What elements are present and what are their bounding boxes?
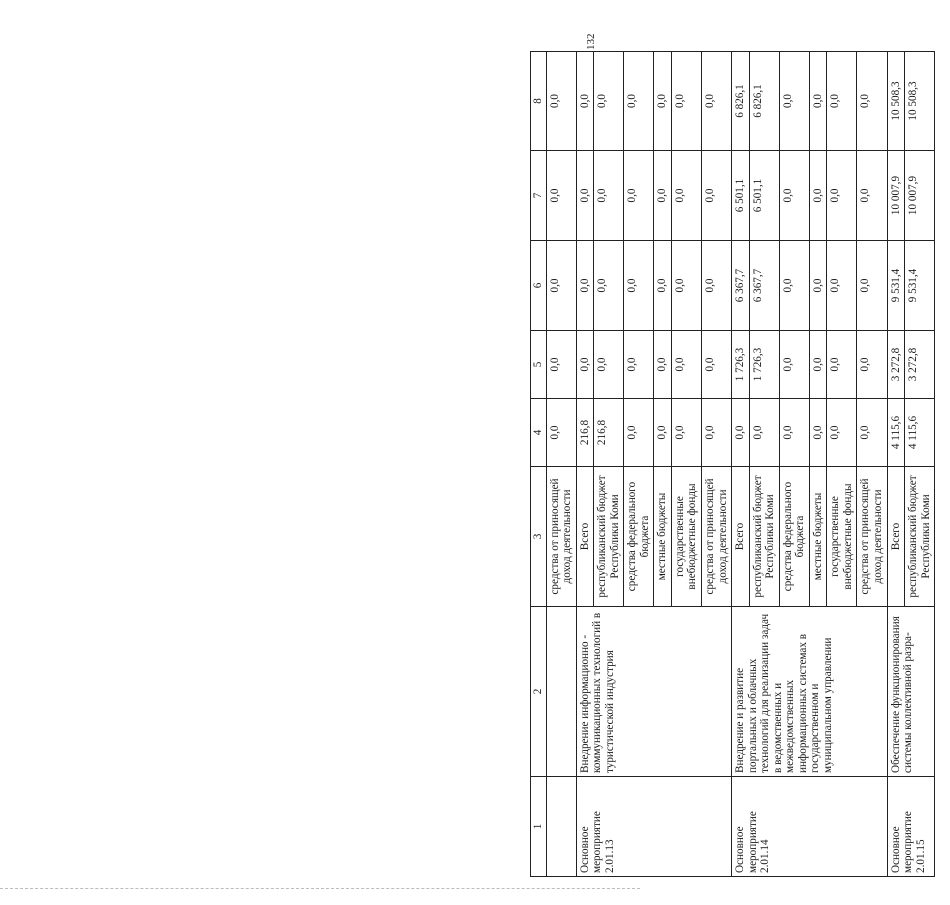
measure-name-cell: Внедрение и развитие портальных и облачных технологий для реализации задач в ведомственных и межведомственных информационных системах в государственном и муниципальном управлении (732, 607, 887, 777)
value-cell: 0,0 (576, 151, 594, 241)
measure-name-cell: Обеспечение функционирования системы коллективной разра- (887, 607, 935, 777)
value-cell: 0,0 (779, 52, 809, 151)
funding-source: республиканский бюджет Республики Коми (749, 467, 779, 607)
value-cell: 0,0 (857, 52, 887, 151)
table-header-row (531, 52, 547, 877)
measure-number-cell (546, 777, 576, 877)
value-cell: 0,0 (594, 241, 624, 331)
funding-source: средства от приносящей доход деятельности (546, 467, 576, 607)
value-cell: 0,0 (654, 151, 672, 241)
value-cell: 0,0 (546, 52, 576, 151)
measure-name-cell: Внедрение информационно - коммуникационных технологий в туристической индустрия (576, 607, 731, 777)
column-header: 2 (531, 607, 547, 777)
value-cell: 0,0 (809, 151, 827, 241)
value-cell: 0,0 (654, 52, 672, 151)
value-cell: 216,8 (576, 399, 594, 467)
value-cell: 6 501,1 (749, 151, 779, 241)
value-cell: 0,0 (857, 331, 887, 399)
table-row (576, 52, 594, 877)
value-cell: 0,0 (857, 151, 887, 241)
value-cell: 0,0 (809, 52, 827, 151)
value-cell: 0,0 (857, 241, 887, 331)
value-cell: 0,0 (779, 241, 809, 331)
value-cell: 10 007,9 (905, 151, 935, 241)
value-cell: 0,0 (779, 399, 809, 467)
measure-number-cell: Основное мероприятие 2.01.14 (732, 777, 887, 877)
value-cell: 0,0 (576, 241, 594, 331)
value-cell: 10 007,9 (887, 151, 905, 241)
value-cell: 0,0 (624, 399, 654, 467)
value-cell: 0,0 (671, 399, 701, 467)
value-cell: 0,0 (576, 331, 594, 399)
funding-source: средства федерального бюджета (624, 467, 654, 607)
value-cell: 6 826,1 (749, 52, 779, 151)
rotated-page-content (530, 52, 950, 877)
value-cell: 0,0 (594, 331, 624, 399)
value-cell: 0,0 (702, 151, 732, 241)
column-header: 6 (531, 241, 547, 331)
column-header: 8 (531, 52, 547, 151)
value-cell: 0,0 (624, 151, 654, 241)
value-cell: 6 367,7 (732, 241, 750, 331)
value-cell: 0,0 (546, 399, 576, 467)
funding-source: государственные внебюджетные фонды (827, 467, 857, 607)
measure-number-cell: Основное мероприятие 2.01.13 (576, 777, 731, 877)
funding-source: местные бюджеты (809, 467, 827, 607)
value-cell: 0,0 (654, 241, 672, 331)
column-header: 7 (531, 151, 547, 241)
value-cell: 0,0 (594, 151, 624, 241)
measure-number-cell: Основное мероприятие 2.01.15 (887, 777, 935, 877)
value-cell: 0,0 (702, 52, 732, 151)
column-header: 3 (531, 467, 547, 607)
value-cell: 0,0 (671, 52, 701, 151)
value-cell: 3 272,8 (905, 331, 935, 399)
value-cell: 0,0 (546, 151, 576, 241)
funding-source: Всего (732, 467, 750, 607)
table-row (887, 52, 905, 877)
value-cell: 6 367,7 (749, 241, 779, 331)
value-cell: 0,0 (827, 331, 857, 399)
value-cell: 0,0 (809, 331, 827, 399)
page-number: 132 (585, 33, 597, 50)
funding-source: Всего (887, 467, 905, 607)
funding-source: средства от приносящей доход деятельности (702, 467, 732, 607)
value-cell: 0,0 (624, 241, 654, 331)
value-cell: 0,0 (809, 399, 827, 467)
measure-name-cell (546, 607, 576, 777)
value-cell: 0,0 (827, 151, 857, 241)
value-cell: 0,0 (827, 241, 857, 331)
value-cell: 0,0 (546, 241, 576, 331)
value-cell: 6 826,1 (732, 52, 750, 151)
value-cell: 0,0 (671, 331, 701, 399)
table-row (732, 52, 750, 877)
funding-source: государственные внебюджетные фонды (671, 467, 701, 607)
value-cell: 0,0 (779, 151, 809, 241)
value-cell: 0,0 (779, 331, 809, 399)
value-cell: 0,0 (857, 399, 887, 467)
value-cell: 0,0 (546, 331, 576, 399)
value-cell: 10 508,3 (905, 52, 935, 151)
value-cell: 6 501,1 (732, 151, 750, 241)
column-header: 1 (531, 777, 547, 877)
column-header: 5 (531, 331, 547, 399)
column-header: 4 (531, 399, 547, 467)
value-cell: 9 531,4 (887, 241, 905, 331)
value-cell: 0,0 (827, 399, 857, 467)
value-cell: 0,0 (732, 399, 750, 467)
budget-table (530, 51, 935, 877)
value-cell: 0,0 (654, 331, 672, 399)
value-cell: 216,8 (594, 399, 624, 467)
value-cell: 3 272,8 (887, 331, 905, 399)
value-cell: 1 726,3 (732, 331, 750, 399)
funding-source: средства от приносящей доход деятельности (857, 467, 887, 607)
value-cell: 0,0 (749, 399, 779, 467)
value-cell: 0,0 (702, 399, 732, 467)
scan-edge-line (0, 888, 640, 889)
funding-source: Всего (576, 467, 594, 607)
value-cell: 0,0 (702, 331, 732, 399)
value-cell: 0,0 (594, 52, 624, 151)
funding-source: республиканский бюджет Республики Коми (594, 467, 624, 607)
value-cell: 0,0 (827, 52, 857, 151)
value-cell: 0,0 (702, 241, 732, 331)
funding-source: республиканский бюджет Республики Коми (905, 467, 935, 607)
value-cell: 0,0 (809, 241, 827, 331)
value-cell: 0,0 (654, 399, 672, 467)
value-cell: 10 508,3 (887, 52, 905, 151)
value-cell: 0,0 (624, 331, 654, 399)
table-row (546, 52, 576, 877)
value-cell: 9 531,4 (905, 241, 935, 331)
value-cell: 4 115,6 (887, 399, 905, 467)
value-cell: 0,0 (671, 241, 701, 331)
value-cell: 0,0 (576, 52, 594, 151)
value-cell: 4 115,6 (905, 399, 935, 467)
value-cell: 0,0 (671, 151, 701, 241)
value-cell: 0,0 (624, 52, 654, 151)
funding-source: местные бюджеты (654, 467, 672, 607)
funding-source: средства федерального бюджета (779, 467, 809, 607)
value-cell: 1 726,3 (749, 331, 779, 399)
